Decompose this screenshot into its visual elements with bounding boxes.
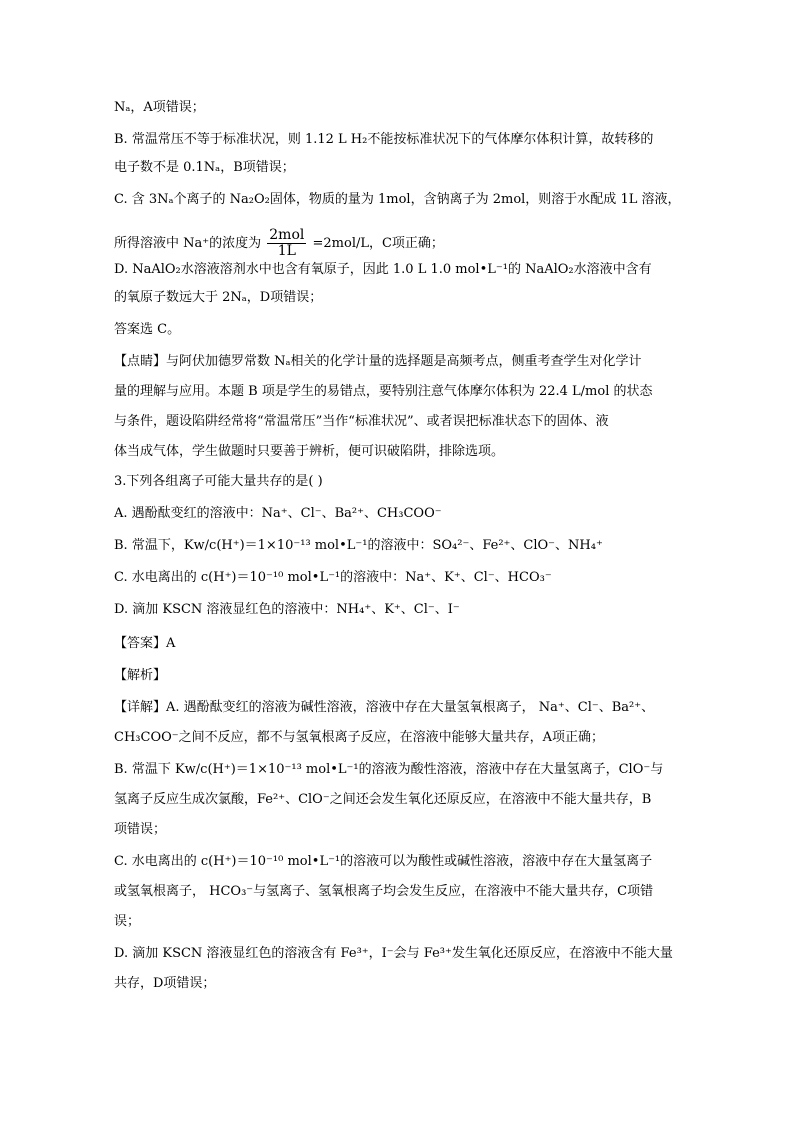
text-line: 的氧原子数远大于 2Nₐ，D项错误； <box>114 290 323 305</box>
text-line: 【点睛】与阿伏加德罗常数 Nₐ相关的化学计量的选择题是高频考点，侧重考查学生对化学计 <box>114 354 642 369</box>
text-line: B. 常温下 Kᴡ/c(H⁺)＝1×10⁻¹³ mol•L⁻¹的溶液为酸性溶液，溶液中存在大量氢离子，ClO⁻与 <box>114 762 664 777</box>
formula-line <box>114 228 444 259</box>
text-line: 答案选 C。 <box>114 322 181 337</box>
text-line: 3.下列各组离子可能大量共存的是( ) <box>114 474 323 489</box>
text-line: D. NaAlO₂水溶液溶剂水中也含有氧原子，因此 1.0 L 1.0 mol•L⁻¹的 NaAlO₂水溶液中含有 <box>114 262 652 277</box>
text-line: 【详解】A. 遇酚酞变红的溶液为碱性溶液，溶液中存在大量氢氧根离子， Na⁺、Cl⁻、Ba²⁺、 <box>114 700 655 715</box>
formula-line-before: 所得溶液中 Na⁺的浓度为 <box>114 236 262 251</box>
text-line: 与条件，题设陷阱经常将“常温常压”当作“标准状况”、或者误把标准状态下的固体、液 <box>114 414 609 429</box>
text-line: 体当成气体，学生做题时只要善于辨析，便可识破陷阱，排除选项。 <box>114 444 505 459</box>
text-line: D. 滴加 KSCN 溶液显红色的溶液含有 Fe³⁺，I⁻会与 Fe³⁺发生氧化还原反应，在溶液中不能大量 <box>114 946 673 961</box>
text-line: CH₃COO⁻之间不反应，都不与氢氧根离子反应，在溶液中能够大量共存，A项正确； <box>114 730 605 745</box>
text-line: 共存，D项错误； <box>114 976 216 991</box>
text-line: B. 常温常压不等于标准状况，则 1.12 L H₂不能按标准状况下的气体摩尔体积计算，故转移的 <box>114 132 654 147</box>
text-line: 电子数不是 0.1Nₐ，B项错误； <box>114 160 295 175</box>
text-line: B. 常温下，Kᴡ/c(H⁺)＝1×10⁻¹³ mol•L⁻¹的溶液中：SO₄²⁻、Fe²⁺、ClO⁻、NH₄⁺ <box>114 538 603 553</box>
text-line: 或氢氧根离子， HCO₃⁻与氢离子、氢氧根离子均会发生反应，在溶液中不能大量共存，C项错 <box>114 884 654 899</box>
text-line: C. 含 3Nₐ个离子的 Na₂O₂固体，物质的量为 1mol，含钠离子为 2mol，则溶于水配成 1L 溶液， <box>114 192 681 207</box>
formula-line-after: =2mol/L，C项正确； <box>312 236 444 251</box>
text-line: 【答案】A <box>114 636 176 651</box>
text-line: C. 水电离出的 c(H⁺)＝10⁻¹⁰ mol•L⁻¹的溶液可以为酸性或碱性溶液，溶液中存在大量氢离子 <box>114 854 653 869</box>
text-line: A. 遇酚酞变红的溶液中：Na⁺、Cl⁻、Ba²⁺、CH₃COO⁻ <box>114 506 442 521</box>
text-line: 氢离子反应生成次氯酸，Fe²⁺、ClO⁻之间还会发生氧化还原反应，在溶液中不能大量共存，B <box>114 792 652 807</box>
fraction <box>267 228 306 259</box>
text-line: 误； <box>114 914 141 929</box>
text-line: D. 滴加 KSCN 溶液显红色的溶液中：NH₄⁺、K⁺、Cl⁻、I⁻ <box>114 602 460 617</box>
text-line: 项错误； <box>114 822 167 837</box>
fraction-numerator: 2mol <box>269 227 305 243</box>
text-line: 【解析】 <box>114 668 167 683</box>
text-line: Nₐ，A项错误； <box>114 100 205 115</box>
text-line: C. 水电离出的 c(H⁺)＝10⁻¹⁰ mol•L⁻¹的溶液中：Na⁺、K⁺、Cl⁻、HCO₃⁻ <box>114 570 552 585</box>
text-line: 量的理解与应用。本题 B 项是学生的易错点，要特别注意气体摩尔体积为 22.4 L/mol 的状态 <box>114 384 653 399</box>
fraction-denominator: 1L <box>277 243 296 259</box>
